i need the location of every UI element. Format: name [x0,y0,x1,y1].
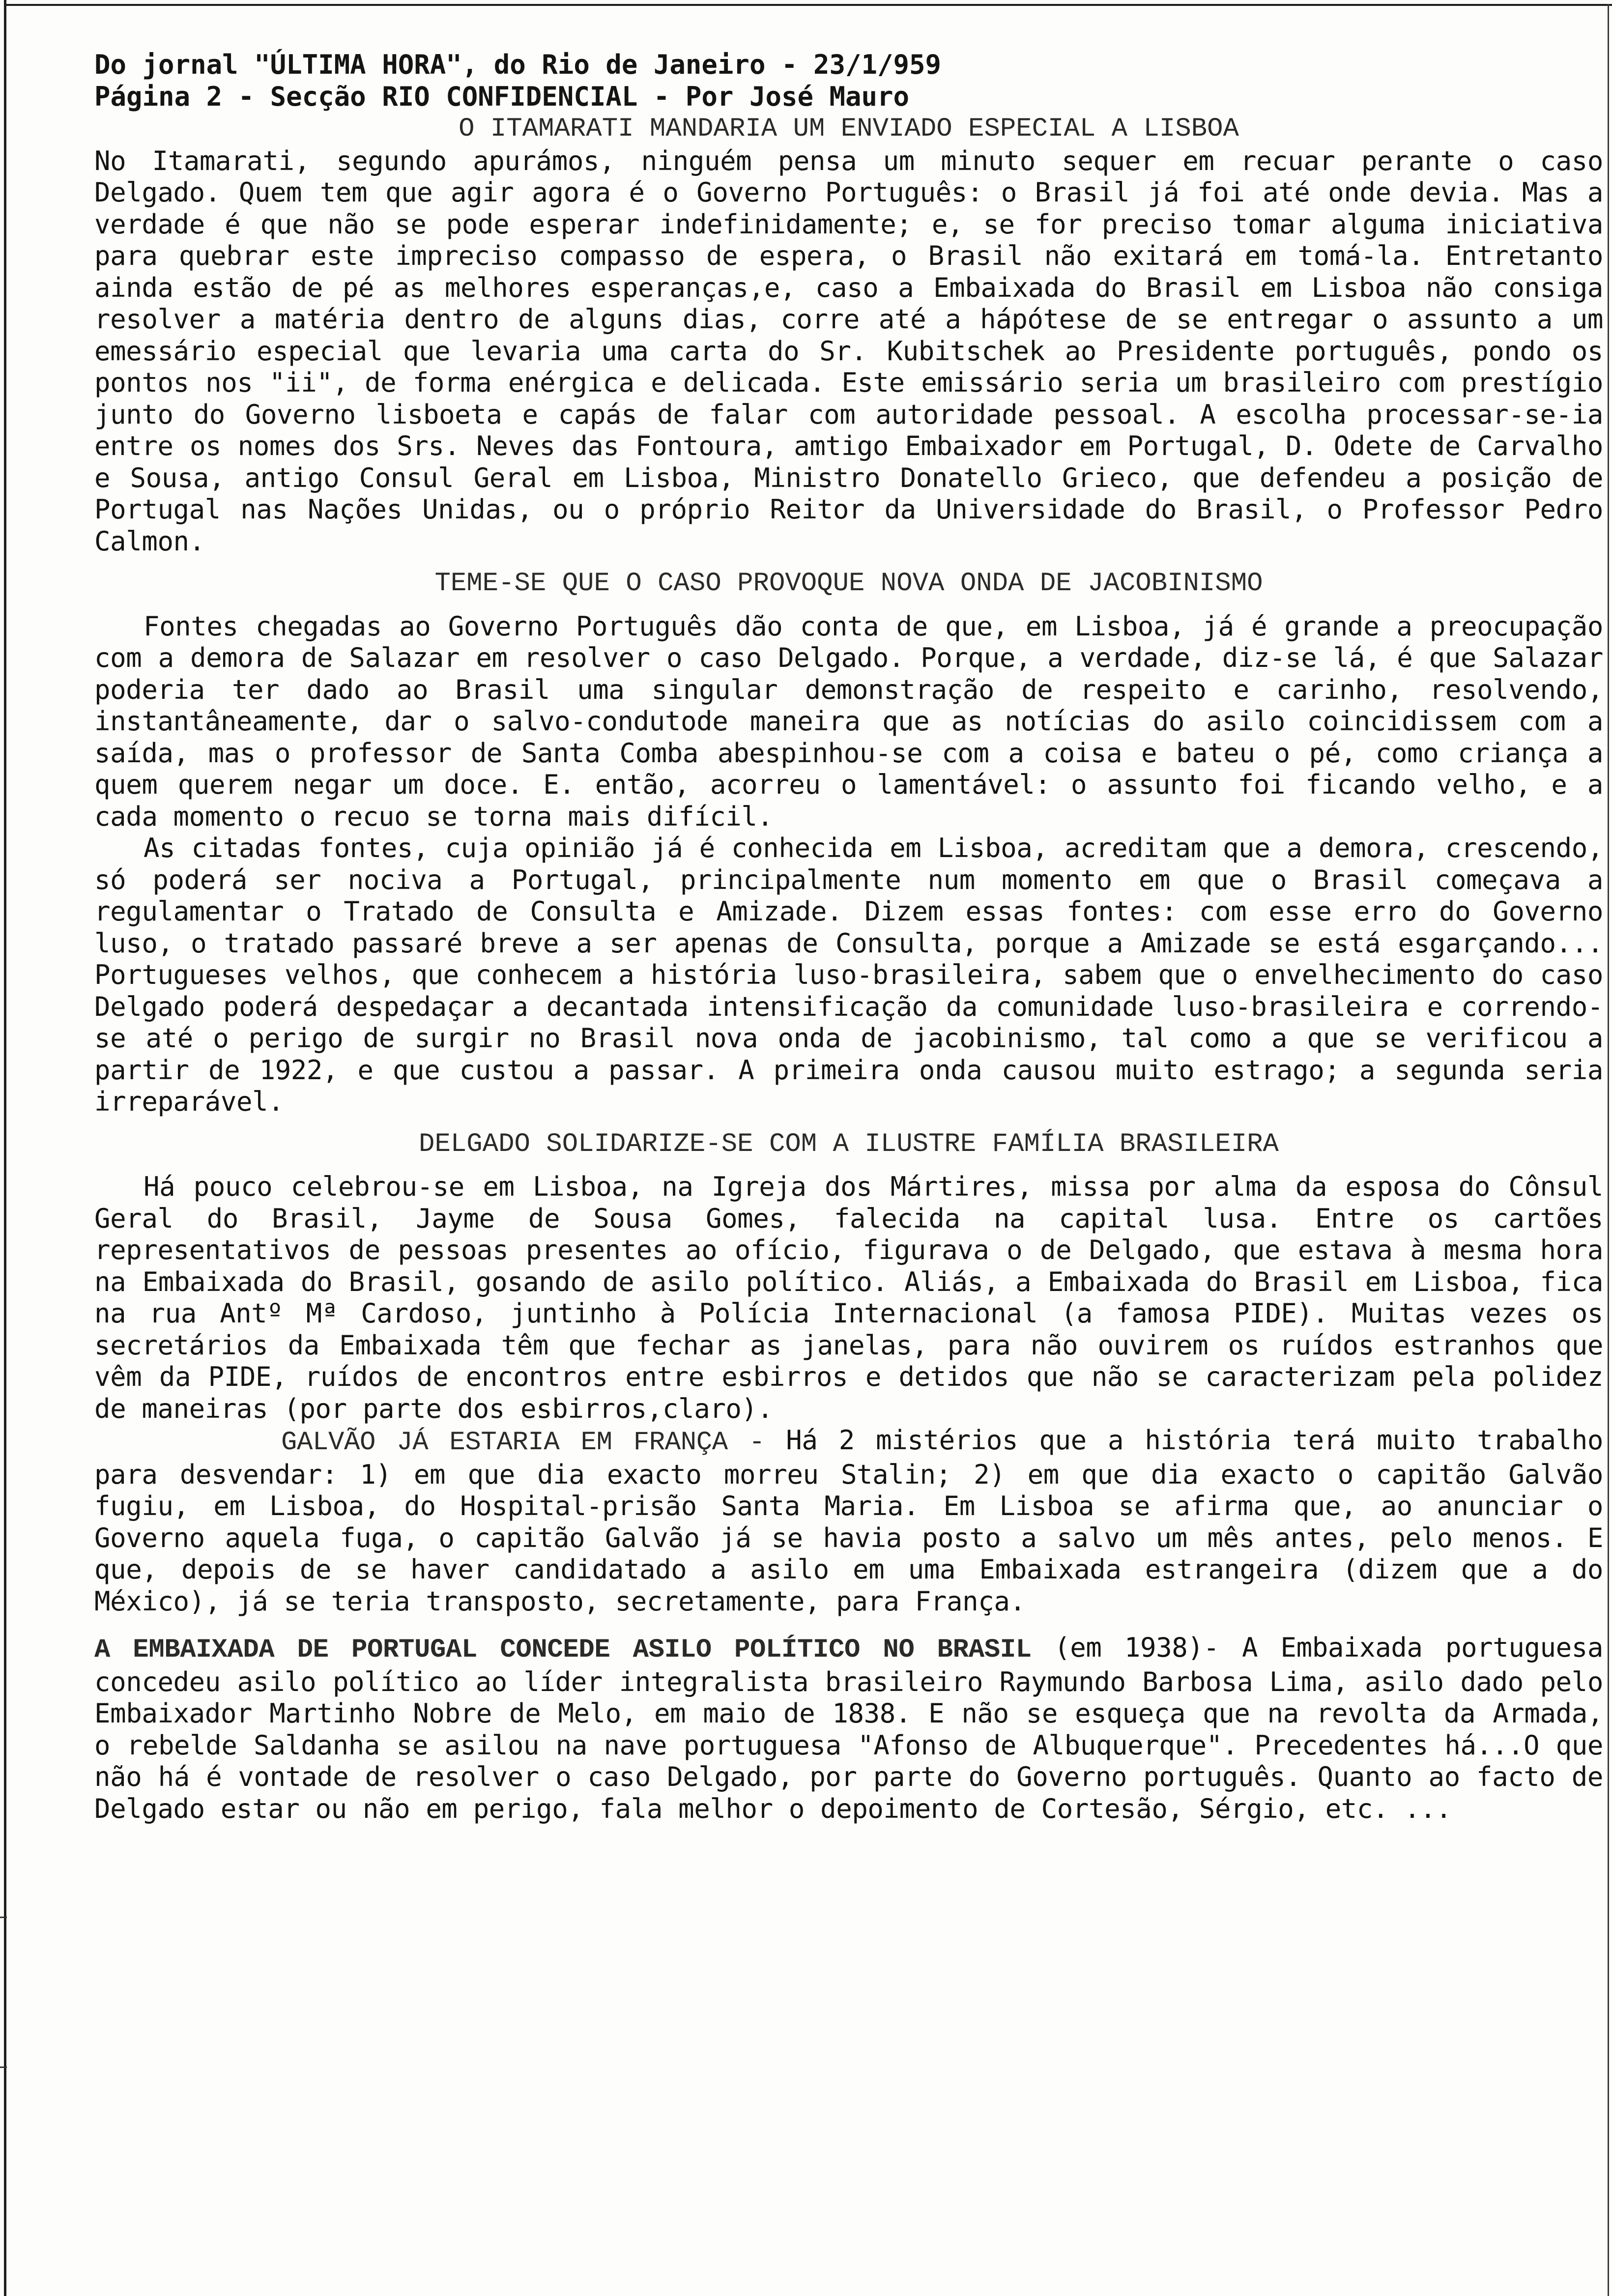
inline-section-text: Há 2 mistérios que a história terá muito trabalho para desvendar: 1) em que dia exacto morreu Stalin; 2) em que dia exacto o capitão Galvão fugiu, em Lisboa, do Hospital-prisão Santa Maria. Em Lisboa se afirma que, ao anunciar o Governo aquela fuga, o capitão Galvão já se havia posto a salvo um mês antes, pelo menos. E que, depois de se haver candidatado a asilo em uma Embaixada estrangeira (dizem que a do México), já se teria transposto, secretamente, para França. [94,1425,1603,1617]
inline-section-title: GALVÃO JÁ ESTARIA EM FRANÇA - [281,1428,765,1458]
scan-right-border [1608,4,1609,2296]
scan-mark [0,1917,7,1918]
typewritten-article [94,49,1603,1825]
scan-left-border [4,0,6,2296]
article-paragraph: No Itamarati, segundo apurámos, ninguém pensa um minuto sequer em recuar perante o caso Delgado. Quem tem que agir agora é o Governo Português: o Brasil já foi até onde devia. Mas a verdade é que não se pode esperar indefinidamente; e, se for preciso tomar alguma iniciativa para quebrar este impreciso compasso de espera, o Brasil não exitará em tomá-la. Entretanto ainda estão de pé as melhores esperanças,e, caso a Embaixada do Brasil em Lisboa não consiga resolver a matéria dentro de alguns dias, corre até a hápótese de se entregar o assunto a um emessário especial que levaria uma carta do Sr. Kubitschek ao Presidente português, pondo os pontos nos "ii", de forma enérgica e delicada. Este emissário seria um brasileiro com prestígio junto do Governo lisboeta e capás de falar com autoridade pessoal. A escolha processar-se-ia entre os nomes dos Srs. Neves das Fontoura, amtigo Embaixador em Portugal, D. Odete de Carvalho e Sousa, antigo Consul Geral em Lisboa, Ministro Donatello Grieco, que defendeu a posição de Portugal nas Nações Unidas, ou o próprio Reitor da Universidade do Brasil, o Professor Pedro Calmon. [94,145,1603,557]
page-section-line: Página 2 - Secção RIO CONFIDENCIAL - Por José Mauro [94,81,910,112]
section-title: TEME-SE QUE O CASO PROVOQUE NOVA ONDA DE JACOBINISMO [434,569,1263,599]
article-paragraph [94,1632,1603,1825]
inline-section-title: A EMBAIXADA DE PORTUGAL CONCEDE ASILO POLÍTICO NO BRASIL [94,1635,1032,1665]
scan-top-border [4,4,1612,6]
article-paragraph [94,1425,1603,1617]
article-paragraph: Fontes chegadas ao Governo Português dão conta de que, em Lisboa, já é grande a preocupação com a demora de Salazar em resolver o caso Delgado. Porque, a verdade, diz-se lá, é que Salazar poderia ter dado ao Brasil uma singular demonstração de respeito e carinho, resolvendo, instantâneamente, dar o salvo-condutode maneira que as notícias do asilo coincidissem com a saída, mas o professor de Santa Comba abespinhou-se com a coisa e bateu o pé, como criança a quem querem negar um doce. E. então, acorreu o lamentável: o assunto foi ficando velho, e a cada momento o recuo se torna mais difícil. [94,610,1603,832]
article-paragraph: As citadas fontes, cuja opinião já é conhecida em Lisboa, acreditam que a demora, crescendo, só poderá ser nociva a Portugal, principalmente num momento em que o Brasil começava a regulamentar o Tratado de Consulta e Amizade. Dizem essas fontes: com esse erro do Governo luso, o tratado passaré breve a ser apenas de Consulta, porque a Amizade se está esgarçando... Portugueses velhos, que conhecem a história luso-brasileira, sabem que o envelhecimento do caso Delgado poderá despedaçar a decantada intensificação da comunidade luso-brasileira e correndo-se até o perigo de surgir no Brasil nova onda de jacobinismo, tal como a que se verificou a partir de 1922, e que custou a passar. A primeira onda causou muito estrago; a segunda seria irreparável. [94,832,1603,1117]
section-title: O ITAMARATI MANDARIA UM ENVIADO ESPECIAL A LISBOA [459,114,1239,144]
inline-section-text: (em 1938)- A Embaixada portuguesa concedeu asilo político ao líder integralista brasileiro Raymundo Barbosa Lima, asilo dado pelo Embaixador Martinho Nobre de Melo, em maio de 1838. E não se esqueça que na revolta da Armada, o rebelde Saldanha se asilou na nave portuguesa "Afonso de Albuquerque". Precedentes há...O que não há é vontade de resolver o caso Delgado, por parte do Governo português. Quanto ao facto de Delgado estar ou não em perigo, fala melhor o depoimento de Cortesão, Sérgio, etc. ... [94,1632,1604,1824]
scan-mark [0,2066,7,2068]
section-title: DELGADO SOLIDARIZE-SE COM A ILUSTRE FAMÍLIA BRASILEIRA [419,1129,1279,1159]
article-paragraph: Há pouco celebrou-se em Lisboa, na Igreja dos Mártires, missa por alma da esposa do Cônsul Geral do Brasil, Jayme de Sousa Gomes, falecida na capital lusa. Entre os cartões representativos de pessoas presentes ao ofício, figurava o de Delgado, que estava à mesma hora na Embaixada do Brasil, gosando de asilo político. Aliás, a Embaixada do Brasil em Lisboa, fica na rua Antº Mª Cardoso, juntinho à Polícia Internacional (a famosa PIDE). Muitas vezes os secretários da Embaixada têm que fechar as janelas, para não ouvirem os ruídos estranhos que vêm da PIDE, ruídos de encontros entre esbirros e detidos que não se caracterizam pela polidez de maneiras (por parte dos esbirros,claro). [94,1171,1603,1424]
source-line: Do jornal "ÚLTIMA HORA", do Rio de Janeiro - 23/1/959 [94,49,942,80]
